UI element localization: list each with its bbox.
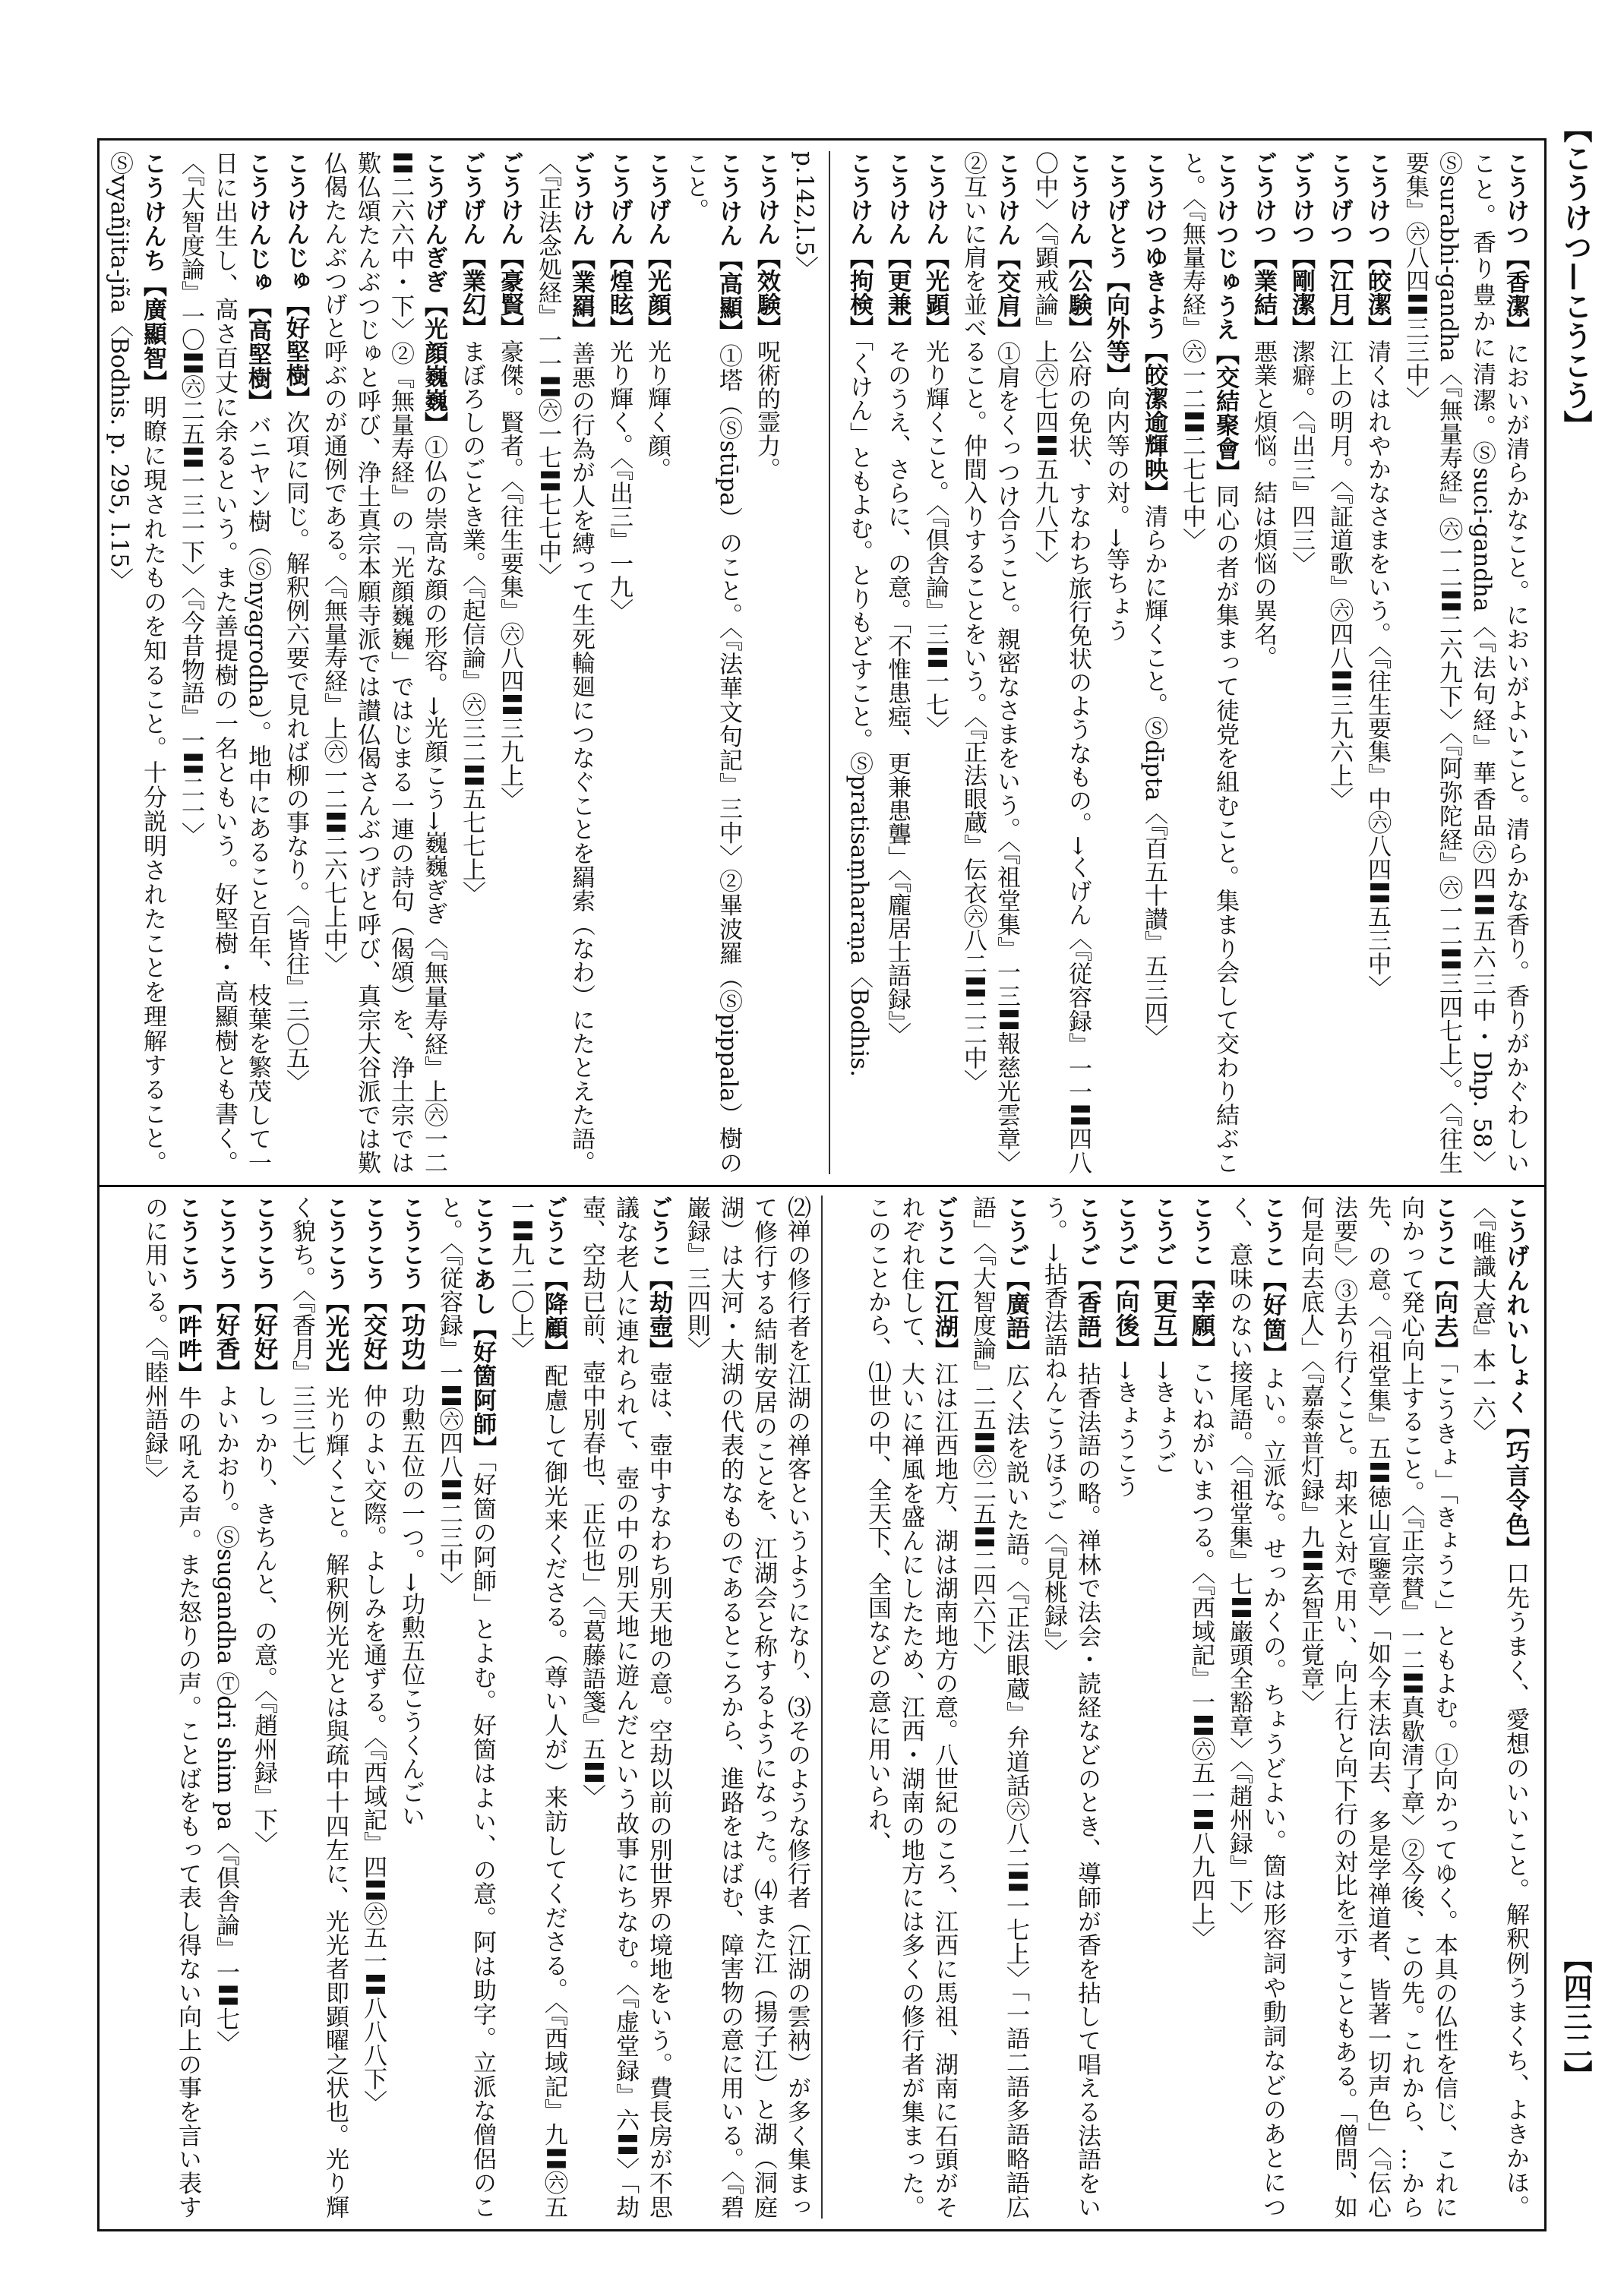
entry-definition: ①仏の崇高な顔の形容。→光顔こう→巍巍ぎぎ〈『無量寿経』上㊅一二〓二六六中・下〉②『無量寿経』の「光顔巍巍」ではじまる一連の詩句（偈頌）を、浄土宗では歎仏頌たんぶつじゅと呼び、浄土真宗本願寺派では讃仏偈さんぶつげと呼び、真宗大谷派では歎仏偈たんぶつげと呼ぶのが通例である。〈『無量寿経』上㊅一二〓二六七上中〉 (320, 151, 447, 1175)
entry-headword: こうげんれいしょく【巧言令色】 (1502, 1195, 1529, 1562)
dictionary-entry (680, 1195, 814, 2219)
lower-tier (100, 1185, 1544, 2229)
entry-definition: 光り輝くこと。〈『倶舎論』三〓一七〉 (921, 340, 949, 740)
entry-definition: 「好箇の阿師」とよむ。好箇はよい、の意。阿は助字。立派な僧侶のこと。〈『従容録』一〓㊅四八〓二三中〉 (435, 1195, 496, 2219)
dictionary-entry (432, 1195, 499, 2219)
entry-headword: こうご【向後】 (1111, 1195, 1139, 1360)
entry-headword: こうこう【吽吽】 (174, 1195, 201, 1386)
running-head: 【こうけつ—こうこう】 (1559, 114, 1593, 440)
entry-definition: そのうえ、さらに、の意。「不惟患瘂、更兼患聾」〈『龐居士語録』〉 (883, 340, 911, 1046)
entry-definition: まぼろしのごとき業。〈『起信論』㊅三二〓五七七上〉 (458, 340, 485, 905)
entry-headword: こうこう【好香】 (212, 1195, 239, 1384)
entry-definition: 光り輝く顔。 (643, 340, 671, 481)
entry-definition: 広く法を説いた語。〈『正法眼蔵』弁道話㊅八二〓一七上〉「一語二語多語略語広語」〈『大智度論』二五〓㊅二五〓二四六下〉 (968, 1195, 1029, 2219)
entry-headword: こうこう【光光】 (321, 1195, 349, 1386)
dictionary-entry (842, 151, 876, 1174)
entry-definition: 光り輝くこと。解釈例光光とは與疏中十四左に、光光者即顕曜之状也。光り輝く貌ち。〈『香月』三三七〉 (288, 1195, 349, 2219)
entry-headword: こうけつじゅうえ【交結聚會】 (1212, 151, 1239, 485)
entry-headword: こうご【香語】 (1073, 1195, 1101, 1363)
dictionary-entry (174, 151, 274, 1174)
entry-headword: こうげん【煌眩】 (605, 151, 633, 340)
dictionary-entry (1175, 151, 1242, 1174)
entry-definition: ①塔（Ⓢstūpa）のこと。〈『法華文句記』三中〉②畢波羅（Ⓢpippala）樹のこと。 (681, 151, 742, 1175)
dictionary-entry (1246, 151, 1280, 1174)
entry-headword: こうけん【效験】 (753, 151, 780, 340)
entry-definition: 功勲五位の一つ。→功勲五位こうくんごい (397, 1384, 425, 1827)
dictionary-entry (1222, 1195, 1289, 2219)
dictionary-entry (575, 1195, 675, 2219)
dictionary-entry (1146, 1195, 1180, 2219)
column-4 (112, 1195, 823, 2219)
entry-definition: 牛の吼える声。また怒りの声。ことばをもって表し得ない向上の事を言い表すのに用いる。〈『睦州語録』〉 (141, 1195, 201, 2219)
entry-headword: こうげつ【江月】 (1325, 151, 1353, 340)
dictionary-entry (1360, 151, 1394, 1174)
entry-definition: よい。立派な。せっかくの。ちょうどよい。箇は形容詞や動詞などのあとにつく、意味のない接尾語。〈『祖堂集』七〓巌頭全豁章〉〈『趙州録』下〉 (1225, 1195, 1286, 2219)
dictionary-entry (137, 1195, 204, 2219)
entry-definition: 口先うまく、愛想のいいこと。解釈例うまくち、よきかほ。〈『唯識大意』本一六〉 (1468, 1195, 1529, 2219)
entry-definition: 公府の免状、すなわち旅行免状のようなもの。→くげん〈『従容録』一一〓四八〇中〉〈『顕戒論』上㊅七四〓五九八下〉 (1031, 151, 1092, 1174)
entry-headword: こうけん【更兼】 (883, 151, 911, 340)
entry-headword: こうこう【交好】 (359, 1195, 387, 1384)
entry-headword: こうこう【功功】 (397, 1195, 425, 1384)
dictionary-entry (880, 151, 914, 1174)
entry-definition: よいかおり。Ⓢsugandha Ⓣdri shim pa〈『倶舎論』一〓七〉 (212, 1384, 239, 2054)
entry-definition: 仲のよい交際。よしみを通ずる。〈『西域記』四〓㊅五一〓八八八下〉 (359, 1384, 387, 2114)
dictionary-entry (678, 151, 745, 1174)
dictionary-entry (1037, 1195, 1104, 2219)
entry-definition: 江は江西地方、湖は湖南地方の意。八世紀のころ、江西に馬祖、湖南に石頭がそれぞれ住して、大いに禅風を盛んにしたため、江西・湖南の地方には多くの修行者が集まった。このことから、⑴世の中、全天下、全国などの意に用いられ、 (864, 1195, 958, 2219)
dictionary-entry (956, 151, 1023, 1174)
entry-definition: 「こうきょ」「きょうこ」ともよむ。①向かってゆく。本具の仏性を信じ、これに向かって発心向上すること。〈『正宗賛』一二〓真歇清了章〉②今後、この先。これから、…から先、の意。〈『祖堂集』五〓徳山宣鑒章〉「如今末法向去、多是学禅道者、皆著一切声色」〈『伝心法要』〉③去り行くこと。却来と対で用い、向上行と向下行の対比を示すこともある。「僧問、如何是向去底人」〈『嘉泰普灯録』九〓玄智正覚章〉 (1297, 1195, 1458, 2219)
entry-headword: こうけつ【皎潔】 (1363, 151, 1391, 340)
entry-definition: 「くけん」ともよむ。とりもどすこと。Ⓢpratisaṃharaṇa〈Bodhis. (845, 340, 873, 1077)
entry-headword: ごうこ【劫壺】 (645, 1195, 672, 1363)
entry-headword: こうけつ【香潔】 (1502, 151, 1529, 342)
entry-definition: ⑵禅の修行者を江湖の禅客というようになり、⑶そのような修行者（江湖の雲衲）が多く集まって修行する結制安居のことを、江湖会と称するようになった。⑷また江（揚子江）と湖（洞庭湖）は大河・大湖の代表的なものであるところから、進路をはばむ、障害物の意に用いる。〈『碧巌録』三四則〉 (683, 1195, 810, 2219)
entry-headword: こうげんぎぎ【光顔巍巍】 (420, 151, 447, 436)
entry-headword: ごうこ【江湖】 (930, 1195, 958, 1363)
entry-headword: こうけん【光顕】 (921, 151, 949, 340)
entry-definition: 拈香法語の略。禅林で法会・読経などのとき、導師が香を拈して唱える法語をいう。→拈香法語ねんこうほうご〈『見桃録』〉 (1040, 1195, 1101, 2219)
entry-headword: ごうけん【業羂】 (567, 151, 595, 342)
page-frame (97, 138, 1547, 2231)
dictionary-entry (1294, 1195, 1461, 2219)
dictionary-entry (1099, 151, 1133, 1174)
entry-definition: 呪術的霊力。 (753, 340, 780, 481)
entry-definition: 清くはれやかなさまをいう。〈『往生要集』中㊅八四〓五三中〉 (1363, 340, 1391, 999)
entry-headword: こうこう【好好】 (250, 1195, 277, 1384)
entry-definition: 次項に同じ。解釈例六要で見れば柳の事なり。〈『皆往』三〇五〉 (282, 410, 309, 1093)
entry-definition: 豪傑。賢者。〈『往生要集』㊅八四〓三九上〉 (496, 340, 523, 810)
entry-headword: こうけん【高顯】 (715, 151, 742, 344)
entry-headword: こうけん【公験】 (1064, 151, 1092, 340)
entry-definition: 明瞭に現されたものを知ること。十分説明されたことを理解すること。Ⓢvyañjita-jña〈Bodhis. p. 295, l.15〉 (106, 151, 166, 1175)
entry-definition: しっかり、きちんと、の意。〈『趙州録』下〉 (250, 1384, 277, 1855)
dictionary-entry (493, 151, 526, 1174)
dictionary-entry (317, 151, 450, 1174)
entry-headword: こうご【廣語】 (1002, 1195, 1029, 1364)
entry-definition: 江上の明月。〈『証道歌』㊅四八〓三九六上〉 (1325, 340, 1353, 810)
entry-definition: 善悪の行為が人を縛って生死輪廻につなぐことを羂索（なわ）にたとえた語。〈『正法念処経』一一〓㊅一七〓七七中〉 (534, 151, 595, 1175)
entry-headword: こうご【更互】 (1149, 1195, 1177, 1360)
dictionary-entry (750, 151, 783, 1174)
entry-headword: こうこ【幸願】 (1187, 1195, 1215, 1360)
dictionary-entry (356, 1195, 390, 2219)
entry-headword: ごうけつ【業結】 (1250, 151, 1277, 340)
dictionary-entry (1284, 151, 1318, 1174)
entry-headword: ごうけん【豪賢】 (496, 151, 523, 340)
dictionary-entry (788, 151, 821, 1174)
page-number: 【四三二】 (1559, 1944, 1593, 2089)
dictionary-entry (1465, 1195, 1532, 2219)
entry-definition: 配慮して御光来くださる。（尊い人が）来訪してくださる。〈『西域記』九〓㊅五一〓九二〇上〉 (507, 1195, 567, 2219)
dictionary-entry (504, 1195, 570, 2219)
entry-definition: ①肩をくっつけ合うこと。親密なさまをいう。〈『祖堂集』一三〓報慈光雲章〉②互いに肩を並べること。仲間入りすることをいう。〈『正法眼蔵』伝衣㊅八二〓二二中〉 (959, 151, 1020, 1175)
entry-definition: p.142,l.5〉 (791, 151, 818, 280)
entry-definition: 同心の者が集まって徒党を組むこと。集まり会して交わり結ぶこと。〈『無量寿経』㊅一二〓二七七中〉 (1178, 151, 1239, 1175)
entry-definition: →きょうこう (1111, 1360, 1139, 1498)
dictionary-entry (279, 151, 312, 1174)
upper-tier (100, 141, 1544, 1185)
entry-definition: 悪業と煩悩。結は煩悩の異名。 (1250, 340, 1277, 669)
dictionary-entry (394, 1195, 428, 2219)
entry-headword: こうこ【向去】 (1430, 1195, 1458, 1363)
entry-headword: ごうげん【業幻】 (458, 151, 485, 340)
entry-definition: 壺は、壺中すなわち別天地の意。空劫以前の別世界の境地をいう。費長房が不思議な老人に連れられて、壺の中の別天地に遊んだという故事にちなむ。〈『虚堂録』六〓〉「劫壺、空劫已前、壺中別春也、正位也」〈『葛藤語箋』五〓〉 (578, 1195, 672, 2219)
column-3 (830, 1195, 1532, 2219)
column-2 (98, 151, 830, 1174)
entry-headword: こうけん【拘検】 (845, 151, 873, 340)
dictionary-entry (1137, 151, 1171, 1174)
entry-definition: 光り輝く。〈『出三』一九〉 (605, 340, 633, 622)
dictionary-entry (531, 151, 598, 1174)
entry-definition: 清らかに輝くこと。Ⓢdīpta〈『百五十讃』五三四〉 (1140, 504, 1167, 1049)
entry-headword: ごうこ【降顧】 (540, 1195, 567, 1364)
entry-headword: こうけんじゅ【高堅樹】 (244, 151, 271, 414)
dictionary-entry (640, 151, 674, 1174)
dictionary-entry (1108, 1195, 1142, 2219)
entry-definition: 潔癖。〈『出三』四三〉 (1288, 340, 1315, 575)
dictionary-entry (103, 151, 169, 1174)
entry-definition: バニヤン樹（Ⓢnyagrodha）。地中にあること百年、枝葉を繁茂して一日に出生し、高さ百丈に余るという。また善提樹の一名ともいう。好堅樹・高顯樹とも書く。〈『大智度論』一〇〓㊅二五〓一三一下〉〈『今昔物語』一〓二一〉 (177, 151, 271, 1174)
entry-definition: こいねがいまつる。〈『西域記』一〓㊅五一〓八九四上〉 (1187, 1360, 1215, 1949)
dictionary-entry (1028, 151, 1095, 1174)
entry-definition: においが清らかなこと。においがよいこと。清らかな香り。香りがかぐわしいこと。香り豊かに清潔。Ⓢsuci-gandha〈『法句経』華香品㊅四〓五六三中・Dhp. 58〉Ⓢsurabhi-gandha〈『無量寿経』㊅一二〓二六九下〉〈『阿弥陀経』㊅一二〓三四七上〉。〈『往生要集』㊅八四〓三三中〉 (1401, 151, 1529, 1175)
dictionary-entry (861, 1195, 961, 2219)
dictionary-entry (1184, 1195, 1218, 2219)
entry-headword: こうけんじゅ【好堅樹】 (282, 151, 309, 410)
dictionary-entry (247, 1195, 280, 2219)
entry-headword: ごうけつ【剛潔】 (1288, 151, 1315, 340)
entry-headword: こうけんち【廣顯智】 (139, 151, 166, 395)
entry-headword: こうげん【光顔】 (643, 151, 671, 340)
column-1 (838, 151, 1532, 1174)
entry-headword: こうけん【交肩】 (993, 151, 1020, 342)
dictionary-entry (918, 151, 952, 1174)
entry-headword: こうげとう【向外等】 (1102, 151, 1130, 387)
dictionary-entry (602, 151, 636, 1174)
entry-definition: →きょうご (1149, 1360, 1177, 1474)
entry-headword: こうこ【好箇】 (1259, 1195, 1286, 1366)
dictionary-entry (965, 1195, 1032, 2219)
entry-headword: こうけつゆきよう【皎潔逾輝映】 (1140, 151, 1167, 504)
dictionary-entry (285, 1195, 352, 2219)
dictionary-entry (1398, 151, 1532, 1174)
dictionary-entry (209, 1195, 242, 2219)
dictionary-entry (455, 151, 488, 1174)
entry-definition: 向内等の対。→等ちょう (1102, 387, 1130, 642)
dictionary-entry (1322, 151, 1356, 1174)
entry-headword: こうこあし【好箇阿師】 (469, 1195, 496, 1461)
